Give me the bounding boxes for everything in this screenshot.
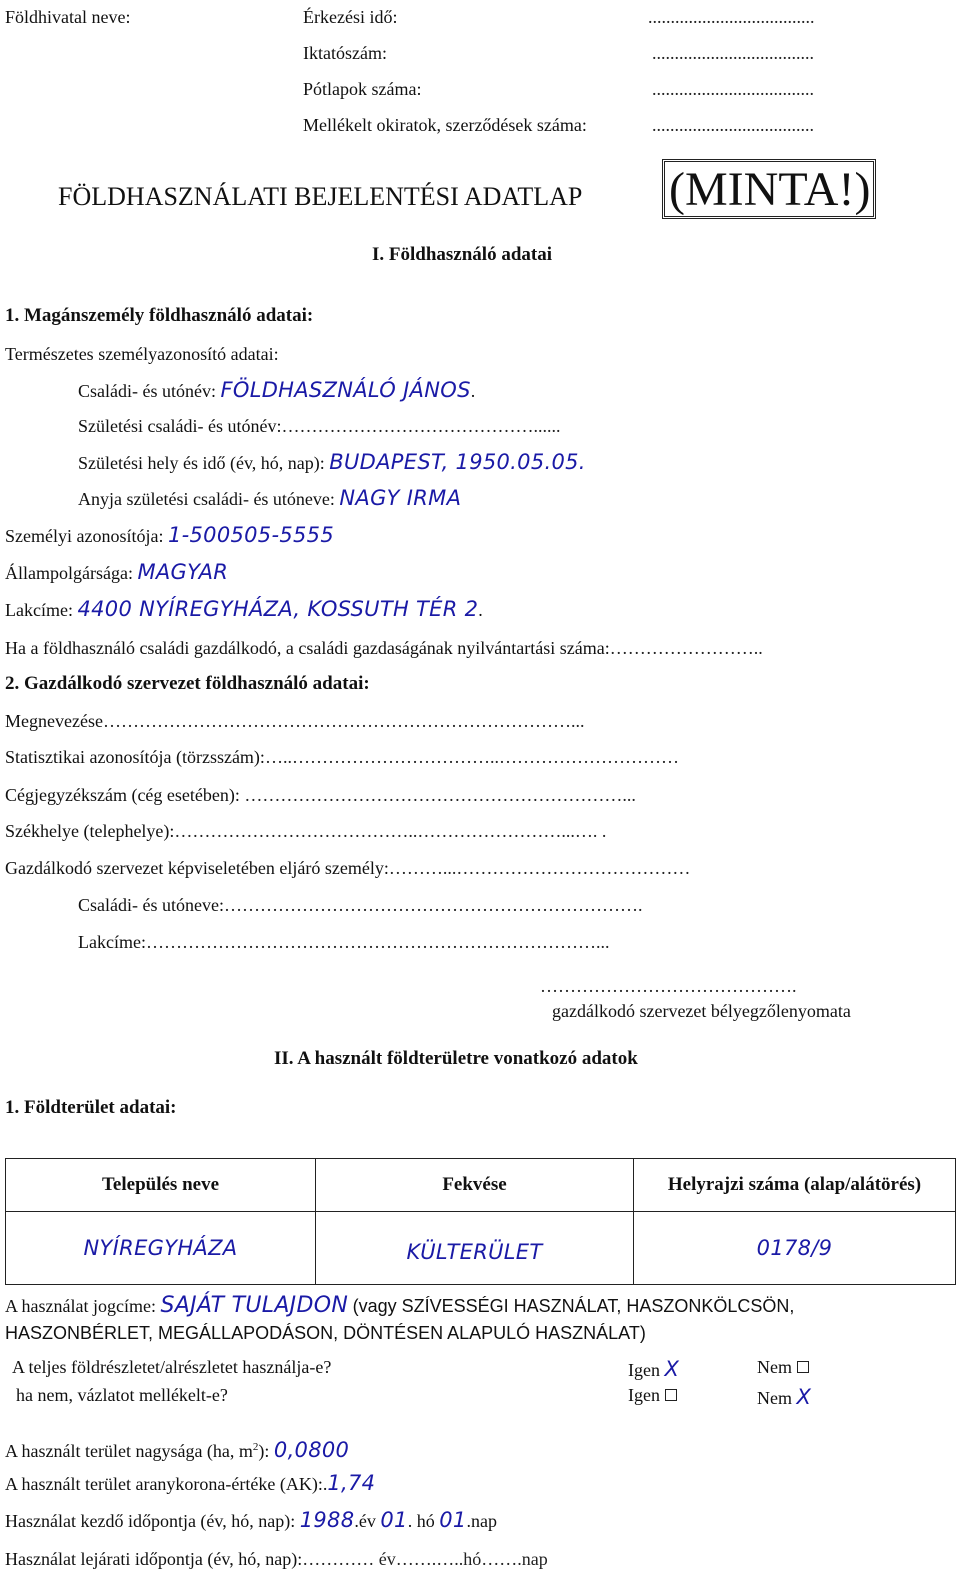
arrival-time-field[interactable]: .....................................	[648, 7, 815, 27]
legal-basis-value[interactable]: SAJÁT TULAJDON	[160, 1293, 349, 1318]
company-reg-row	[5, 784, 636, 806]
area-label-end: ):	[258, 1441, 270, 1461]
q2-no-option[interactable]	[757, 1386, 811, 1409]
end-date-row	[5, 1548, 548, 1570]
birth-name-row	[78, 415, 560, 437]
address-row	[5, 598, 483, 621]
table-header-row	[6, 1159, 956, 1212]
form-title: FÖLDHASZNÁLATI BEJELENTÉSI ADATLAP	[58, 182, 583, 211]
birth-name-label: Születési családi- és utónév:	[78, 416, 282, 436]
q1-no-option[interactable]	[757, 1356, 809, 1378]
arrival-time-label: Érkezési idő:	[303, 7, 398, 27]
whole-parcel-question: A teljes földrészletet/alrészletet használja-e?	[12, 1357, 332, 1377]
full-name-tail: .	[470, 381, 476, 401]
supplement-count-label: Pótlapok száma:	[303, 79, 422, 99]
land-data-heading: 1. Földterület adatai:	[5, 1097, 177, 1118]
start-month-value[interactable]: 01	[380, 1508, 408, 1532]
settlement-value: NYÍREGYHÁZA	[83, 1236, 238, 1260]
seat-label: Székhelye (telephelye):	[5, 821, 175, 841]
natural-id-label: Természetes személyazonosító adatai:	[5, 344, 279, 364]
mother-name-value[interactable]: NAGY IRMA	[339, 486, 462, 510]
q1-no-label: Nem	[757, 1357, 792, 1377]
representative-label: Gazdálkodó szervezet képviseletében eljáró személy:	[5, 858, 389, 878]
legal-basis-row	[5, 1295, 794, 1317]
gold-crown-label: A használt terület aranykorona-értéke (AK):.	[5, 1474, 328, 1494]
supplement-count-field[interactable]: ....................................	[652, 79, 814, 99]
attached-docs-field[interactable]: ....................................	[652, 115, 814, 135]
area-unit-sup: 2	[252, 1441, 259, 1453]
end-date-label: Használat lejárati időpontja (év, hó, nap):	[5, 1549, 303, 1569]
column-header-settlement: Település neve	[6, 1159, 316, 1212]
representative-row	[5, 857, 690, 879]
start-month-unit: . hó	[407, 1511, 435, 1531]
legal-basis-note-1: (vagy SZÍVESSÉGI HASZNÁLAT, HASZONKÖLCSÖN,	[352, 1296, 795, 1316]
personal-id-label: Személyi azonosítója:	[5, 526, 164, 546]
birth-place-row	[78, 451, 586, 474]
rep-name-row	[78, 894, 642, 916]
start-day-value[interactable]: 01	[439, 1508, 467, 1532]
org-name-row	[5, 710, 584, 732]
file-number-label: Iktatószám:	[303, 43, 387, 63]
rep-address-field[interactable]: …………………………………………………………………...	[145, 932, 610, 952]
family-farm-row	[5, 637, 763, 659]
start-date-label: Használat kezdő időpontja (év, hó, nap):	[5, 1511, 296, 1531]
start-year-unit: .év	[354, 1511, 376, 1531]
full-name-row	[78, 379, 475, 402]
land-office-label: Földhivatal neve:	[5, 7, 131, 27]
address-label: Lakcíme:	[5, 600, 73, 620]
legal-basis-label: A használat jogcíme:	[5, 1296, 156, 1316]
stat-id-field[interactable]: …..……………………………..…………………………	[264, 747, 679, 767]
q2-yes-option[interactable]	[628, 1384, 677, 1406]
citizenship-row	[5, 561, 228, 584]
column-header-location: Fekvése	[316, 1159, 634, 1212]
seat-field[interactable]: …………………………………..……………………...…. .	[174, 821, 607, 841]
rep-address-label: Lakcíme:	[78, 932, 146, 952]
rep-address-row	[78, 931, 609, 953]
section-1-heading: I. Földhasználó adatai	[372, 244, 553, 265]
file-number-field[interactable]: ....................................	[652, 43, 814, 63]
personal-id-row	[5, 524, 334, 547]
attached-docs-label: Mellékelt okiratok, szerződések száma:	[303, 115, 587, 135]
birth-place-value[interactable]: BUDAPEST, 1950.05.05.	[329, 450, 586, 474]
full-name-value[interactable]: FÖLDHASZNÁLÓ JÁNOS	[220, 378, 471, 402]
citizenship-value[interactable]: MAGYAR	[137, 560, 229, 584]
birth-name-field[interactable]: ……………………………………......	[281, 416, 561, 436]
cell-settlement[interactable]	[6, 1212, 316, 1285]
area-row	[5, 1436, 349, 1462]
stat-id-row	[5, 746, 679, 768]
full-name-label: Családi- és utónév:	[78, 381, 216, 401]
legal-basis-note-2: HASZONBÉRLET, MEGÁLLAPODÁSON, DÖNTÉSEN ALAPULÓ HASZNÁLAT)	[5, 1323, 646, 1343]
org-name-label: Megnevezése	[5, 711, 103, 731]
q2-yes-checkbox[interactable]	[665, 1389, 677, 1401]
rep-name-field[interactable]: …………………………………………………………….	[223, 895, 643, 915]
start-date-row	[5, 1509, 497, 1532]
table-row	[6, 1212, 956, 1285]
org-name-field[interactable]: ……………………………………………………………………...	[102, 711, 585, 731]
q2-no-label: Nem	[757, 1388, 792, 1408]
citizenship-label: Állampolgársága:	[5, 563, 133, 583]
mother-name-row	[78, 487, 461, 510]
cell-location[interactable]	[316, 1212, 634, 1285]
seat-row	[5, 820, 606, 842]
start-day-unit: .nap	[466, 1511, 498, 1531]
parcel-value: 0178/9	[756, 1236, 833, 1260]
address-tail: .	[478, 600, 483, 620]
q2-yes-label: Igen	[628, 1385, 660, 1405]
stamp-field[interactable]: …………………………………….	[540, 976, 797, 996]
q2-no-mark: X	[796, 1385, 812, 1409]
q1-yes-option[interactable]	[628, 1358, 679, 1381]
land-table	[5, 1158, 956, 1285]
section-2-heading: II. A használt földterületre vonatkozó adatok	[274, 1048, 638, 1069]
sample-stamp: (MINTA!)	[662, 159, 876, 219]
representative-field[interactable]: ………...…………………………………	[388, 858, 691, 878]
mother-name-label: Anyja születési családi- és utóneve:	[78, 489, 335, 509]
sketch-question: ha nem, vázlatot mellékelt-e?	[16, 1385, 228, 1405]
personal-id-value[interactable]: 1-500505-5555	[167, 523, 334, 547]
rep-name-label: Családi- és utóneve:	[78, 895, 224, 915]
location-value: KÜLTERÜLET	[406, 1240, 543, 1264]
area-value[interactable]: 0,0800	[273, 1438, 350, 1462]
gold-crown-row	[5, 1472, 375, 1495]
area-label: A használt terület nagysága (ha, m	[5, 1441, 253, 1461]
private-person-heading: 1. Magánszemély földhasználó adatai:	[5, 305, 314, 326]
company-reg-label: Cégjegyzékszám (cég esetében):	[5, 785, 240, 805]
q1-no-checkbox[interactable]	[797, 1361, 809, 1373]
birth-place-label: Születési hely és idő (év, hó, nap):	[78, 453, 325, 473]
stamp-caption: gazdálkodó szervezet bélyegzőlenyomata	[552, 1001, 851, 1021]
q1-yes-mark: X	[664, 1357, 680, 1381]
organization-heading: 2. Gazdálkodó szervezet földhasználó adatai:	[5, 673, 370, 694]
end-date-field[interactable]: ………… év…….…..hó…….nap	[302, 1549, 548, 1569]
stat-id-label: Statisztikai azonosítója (törzsszám):	[5, 747, 265, 767]
gold-crown-value[interactable]: 1,74	[327, 1471, 376, 1495]
company-reg-field[interactable]: ………………………………………………………...	[244, 785, 636, 805]
start-year-value[interactable]: 1988	[299, 1508, 355, 1532]
family-farm-label: Ha a földhasználó családi gazdálkodó, a családi gazdaságának nyilvántartási száma:	[5, 638, 610, 658]
q1-yes-label: Igen	[628, 1360, 660, 1380]
family-farm-field[interactable]: ……………………..	[609, 638, 763, 658]
column-header-parcel: Helyrajzi száma (alap/alátörés)	[634, 1159, 956, 1212]
cell-parcel[interactable]	[634, 1212, 956, 1285]
address-value[interactable]: 4400 NYÍREGYHÁZA, KOSSUTH TÉR 2	[77, 597, 479, 621]
